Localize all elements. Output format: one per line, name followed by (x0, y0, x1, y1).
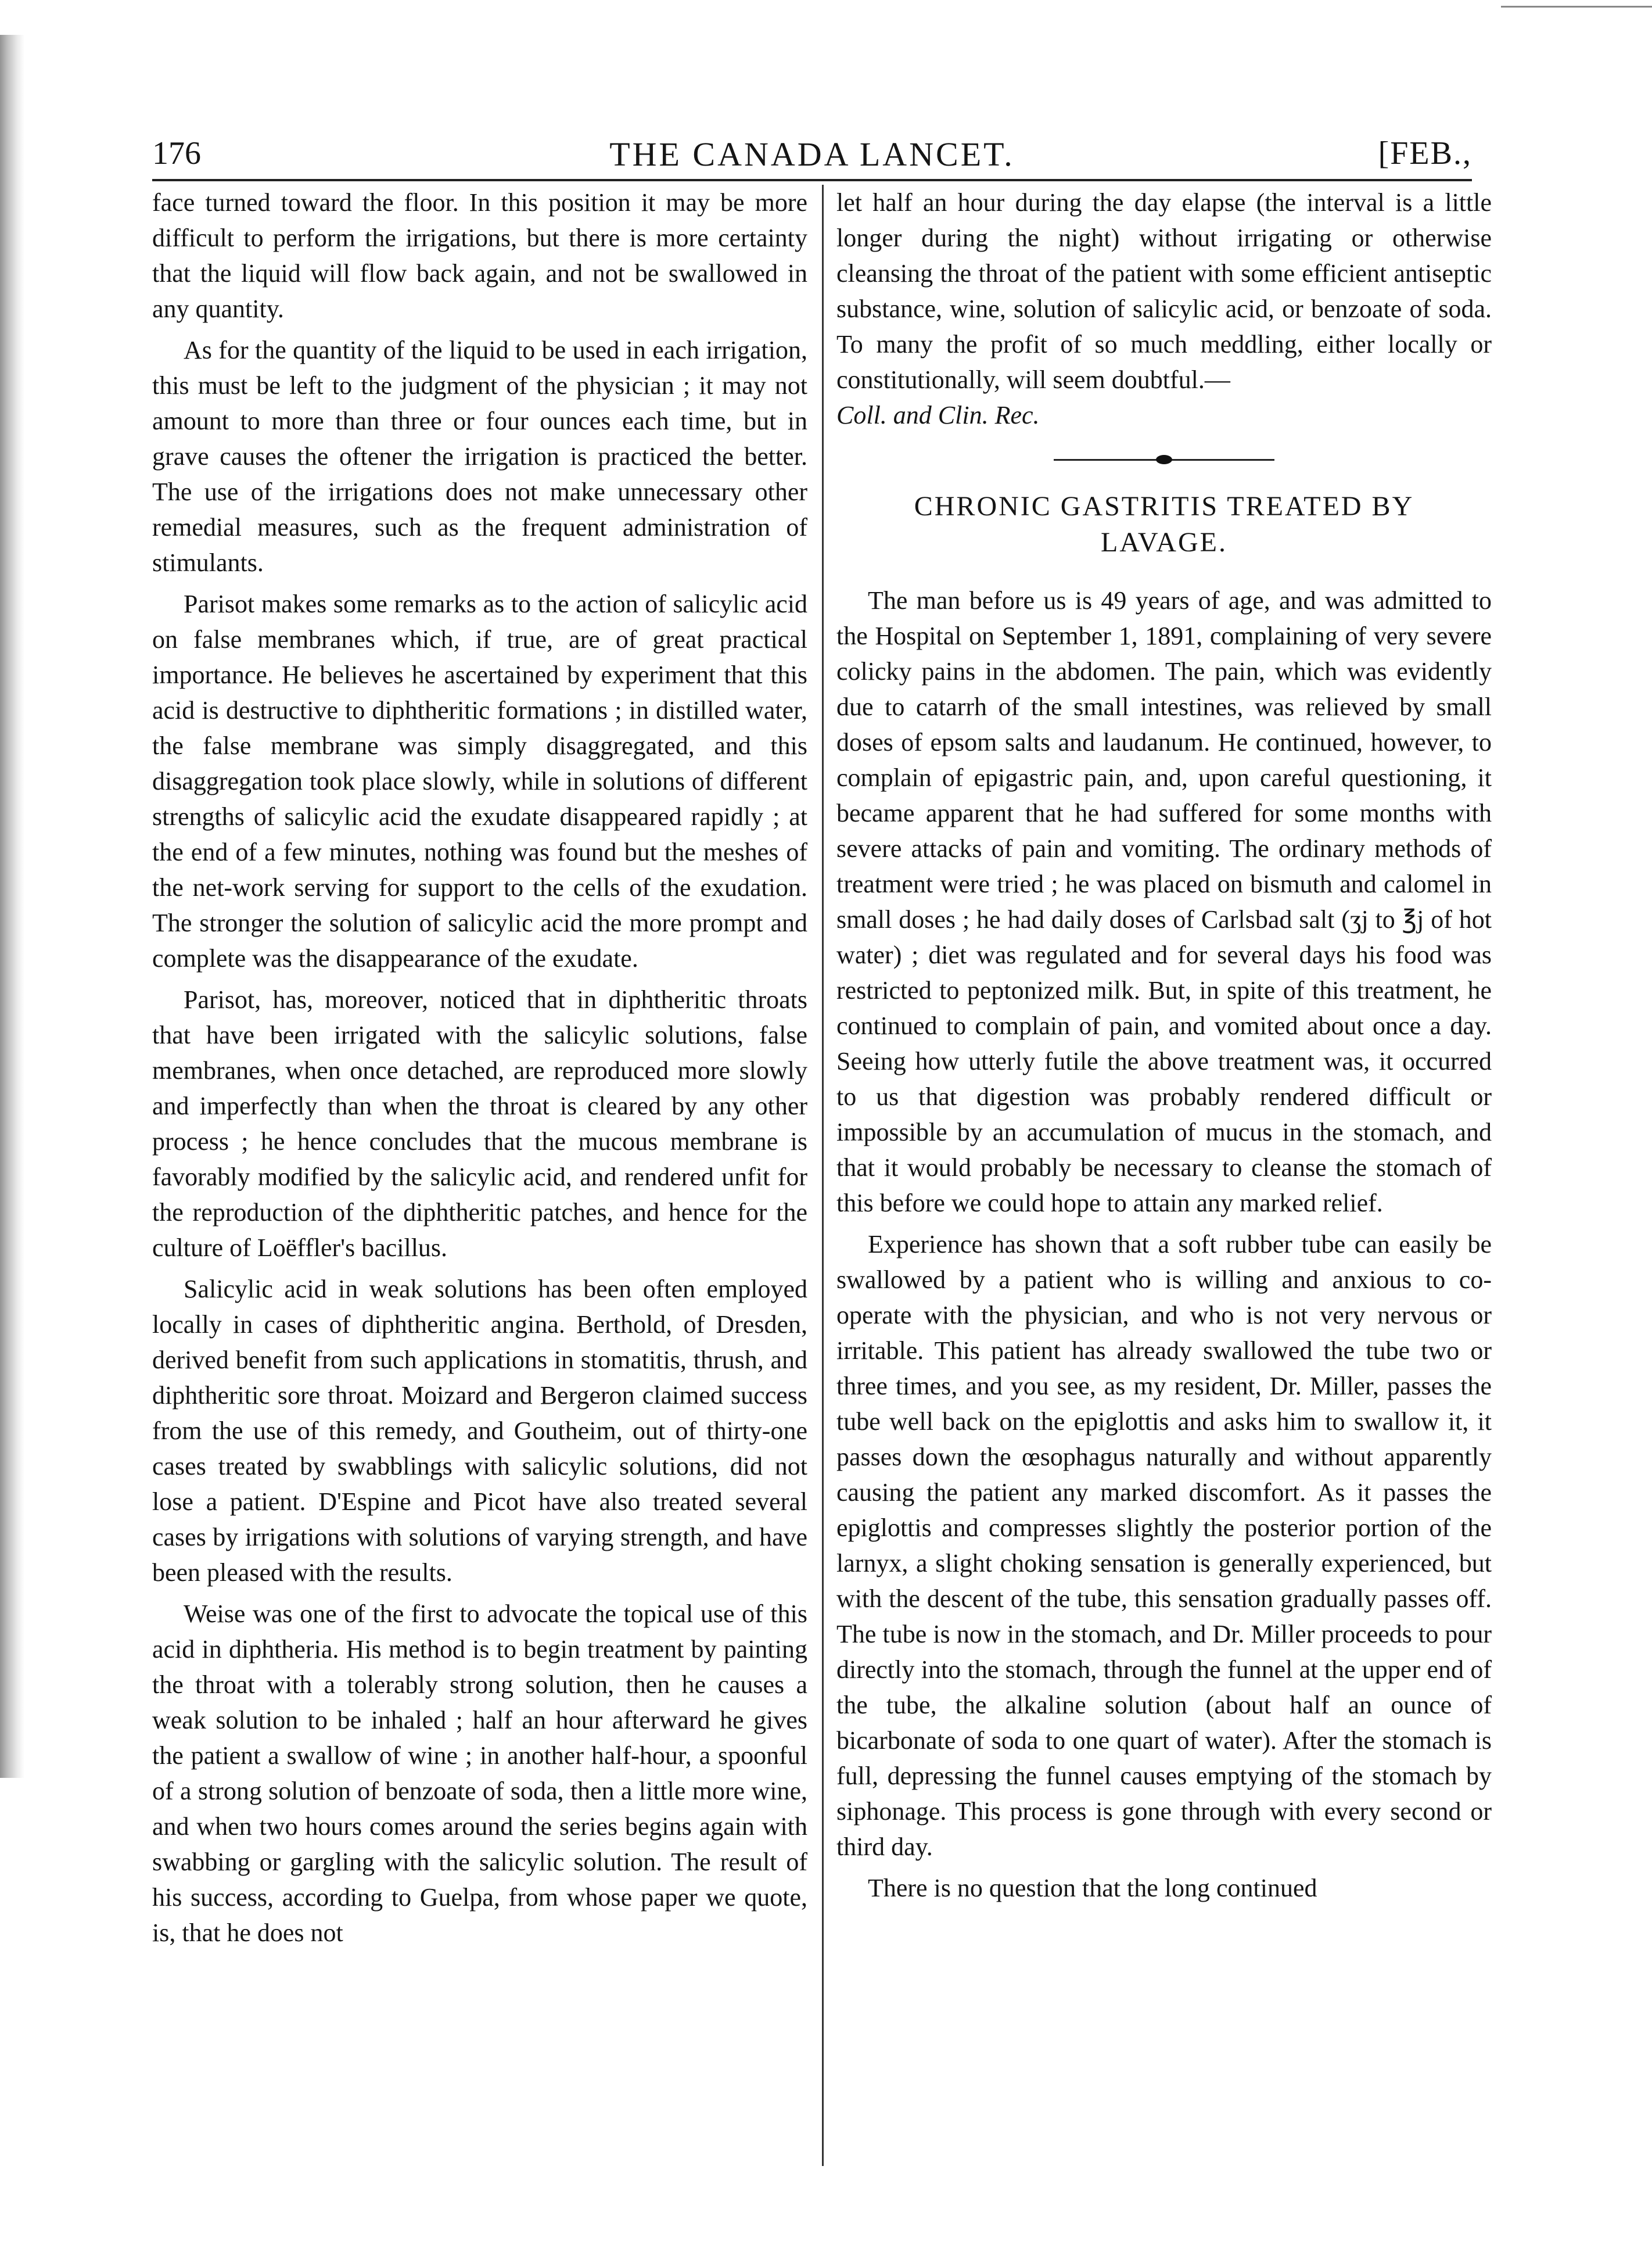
journal-title: THE CANADA LANCET. (609, 135, 1015, 173)
scanned-page-edge (0, 35, 24, 1778)
issue-month: [FEB., (1378, 135, 1472, 171)
header-rule (152, 179, 1472, 181)
column-divider (822, 185, 824, 2166)
paragraph: Salicylic acid in weak solutions has been often employed locally in cases of diphtheritic angina. Berthold, of Dresden, derived benefit from such applications in stomatitis, thrush, and diphtheritic sore throat. Moizard and Bergeron claimed success from the use of this remedy, and Goutheim, out of thirty-one cases treated by swabblings with salicylic solutions, did not lose a patient. D'Espine and Picot have also treated several cases by irrigations with solutions of varying strength, and have been pleased with the results. (152, 1275, 807, 1587)
paragraph: Parisot, has, moreover, noticed that in diphtheritic throats that have been irrigated with the salicylic solutions, false membranes, when once detached, are reproduced more slowly and imperfectly than when the throat is cleared by any other process ; he hence concludes that the mucous membrane is favorably modified by the salicylic acid, and rendered unfit for the reproduction of the diphtheritic patches, and hence for the culture of Loëffler's bacillus. (152, 985, 807, 1262)
scan-mark (1501, 0, 1652, 8)
paragraph: Parisot makes some remarks as to the action of salicylic acid on false membranes which, if true, are of great practical importance. He believes he ascertained by experiment that this acid is destructive to diphtheritic formations ; in distilled water, the false membrane was simply disaggregated, and this disaggregation took place slowly, while in solutions of different strengths of salicylic acid the exudate disappeared rapidly ; at the end of a few minutes, nothing was found but the meshes of the net-work serving for support to the cells of the exudation. The stronger the solution of salicylic acid the more prompt and complete was the disappearance of the exudate. (152, 590, 807, 973)
paragraph: Weise was one of the first to advocate the topical use of this acid in diphtheria. His method is to begin treatment by painting the throat with a tolerably strong solution, then he causes a weak solution to be inhaled ; half an hour afterward he gives the patient a swallow of wine ; in another half-hour, a spoonful of a strong solution of benzoate of soda, then a little more wine, and when two hours comes around the series begins again with swabbing or gargling with the salicylic solution. The result of his success, according to Guelpa, from whose paper we quote, is, that he does not (152, 1600, 807, 1947)
paragraph: face turned toward the floor. In this position it may be more difficult to perform the irrigations, but there is more certainty that the liquid will flow back again, and not be swallowed in any quantity. (152, 188, 807, 323)
right-column (836, 185, 1492, 1912)
source-citation: Coll. and Clin. Rec. (836, 401, 1040, 429)
continued-paragraph (836, 185, 1492, 433)
section-ornament (1054, 454, 1274, 465)
ornament-dot (1156, 455, 1172, 464)
page-number: 176 (152, 135, 201, 171)
continued-text: let half an hour during the day elapse (the interval is a little longer during the night) without irrigating or otherwise cleansing the throat of the patient with some efficient antiseptic substance, wine, solution of salicylic acid, or benzoate of soda. To many the profit of so much meddling, either locally or constitutionally, will seem doubtful.— (836, 188, 1492, 394)
running-header (152, 135, 1472, 181)
paragraph: The man before us is 49 years of age, and was admitted to the Hospital on September 1, 1891, complaining of very severe colicky pains in the abdomen. The pain, which was evidently due to catarrh of the small intestines, was relieved by small doses of epsom salts and laudanum. He continued, however, to complain of epigastric pain, and, upon careful questioning, it became apparent that he had suffered for some months with severe attacks of pain and vomiting. The ordinary methods of treatment were tried ; he was placed on bismuth and calomel in small doses ; he had daily doses of Carlsbad salt (ʒj to ℥j of hot water) ; diet was regulated and for several days his food was restricted to peptonized milk. But, in spite of this treatment, he continued to complain of pain, and vomited about once a day. Seeing how utterly futile the above treatment was, it occurred to us that digestion was probably rendered difficult or impossible by an accumulation of mucus in the stomach, and that it would probably be necessary to cleanse the stomach of this before we could hope to attain any marked relief. (836, 586, 1492, 1217)
article-title: CHRONIC GASTRITIS TREATED BY LAVAGE. (914, 491, 1414, 558)
left-column (152, 185, 807, 1956)
paragraph: Experience has shown that a soft rubber tube can easily be swallowed by a patient who is willing and anxious to co-operate with the physician, and who is not very nervous or irritable. This patient has already swallowed the tube two or three times, and you see, as my resident, Dr. Miller, passes the tube well back on the epiglottis and asks him to swallow it, it passes down the œsophagus naturally and without apparently causing the patient any marked discomfort. As it passes the epiglottis and compresses slightly the posterior portion of the larnyx, a slight choking sensation is generally experienced, but with the descent of the tube, this sensation gradually passes off. The tube is now in the stomach, and Dr. Miller proceeds to pour directly into the stomach, through the funnel at the upper end of the tube, the alkaline solution (about half an ounce of bicarbonate of soda to one quart of water). After the stomach is full, depressing the funnel causes emptying of the stomach by siphonage. This process is gone through with every second or third day. (836, 1230, 1492, 1861)
paragraph: As for the quantity of the liquid to be used in each irrigation, this must be left to the judgment of the physician ; it may not amount to more than three or four ounces each time, but in grave causes the oftener the irrigation is practiced the better. The use of the irrigations does not make unnecessary other remedial measures, such as the frequent administration of stimulants. (152, 336, 807, 577)
paragraph: There is no question that the long continued (868, 1874, 1317, 1902)
